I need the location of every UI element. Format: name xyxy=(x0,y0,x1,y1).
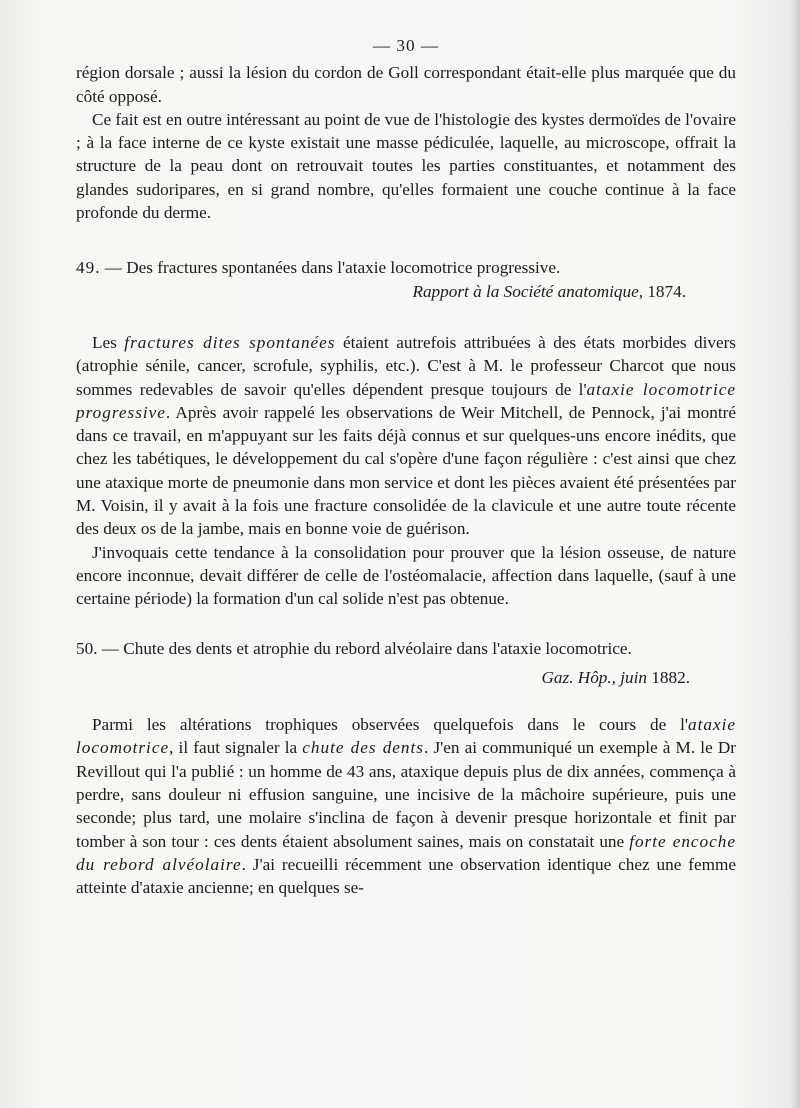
entry-50-source-journal: Gaz. Hôp., juin xyxy=(541,667,648,687)
entry-50-source xyxy=(76,666,736,689)
entry-49-p1-text-c: . Après avoir rappelé les observations de Weir Mitchell, de Pennock, j'ai montré dans ce travail, en m'appuyant sur les faits déjà connus et sur quelques-uns encore inédits, que chez les tabétiques, le développement du cal s'opère d'une façon régulière : c'est ainsi que chez une ataxique morte de pneumonie dans mon service et dont les pièces avaient été présentées par M. Voisin, il y avait à la fois une fracture consolidée de la clavicule et une autre toute récente des deux os de la jambe, mais en bonne voie de guérison. xyxy=(76,402,736,539)
entry-49-title xyxy=(76,256,736,279)
document-body xyxy=(76,34,736,900)
paragraph-continuation: région dorsale ; aussi la lésion du cordon de Goll correspondant était-elle plus marquée que du côté opposé. xyxy=(76,63,736,106)
paragraph-histology: Ce fait est en outre intéressant au point de vue de l'histologie des kystes dermoïdes de l'ovaire ; à la face interne de ce kyste existait une masse pédiculée, laquelle, au microscope, offrait la structure de la peau dont on retrouvait toutes les parties constituantes, et notamment des glandes sudoripares, en si grand nombre, qu'elles formaient une couche continue à la face profonde du derme. xyxy=(76,109,736,223)
entry-50-paragraph-1 xyxy=(76,713,736,899)
entry-49-p1-emphasis-1: fractures dites spontanées xyxy=(124,332,336,352)
entry-49-p1-text-b: étaient autrefois attribuées à des états morbides divers (atrophie sénile, cancer, scrofule, syphilis, etc.). C'est à M. le professeur Charcot que nous sommes redevables de savoir qu'elles dépendent presque toujours de l' xyxy=(76,332,736,399)
entry-50-heading: — Chute des dents et atrophie du rebord alvéolaire dans l'ataxie locomotrice. xyxy=(97,638,632,658)
entry-50-p1-text-d: . J'ai recueilli récemment une observation identique chez une femme atteinte d'ataxie ancienne; en quelques se- xyxy=(76,854,736,898)
entry-49-number: 49. xyxy=(76,258,101,278)
entry-50-p1-emphasis-3: forte encoche du rebord alvéolaire xyxy=(76,831,736,874)
entry-49-source-journal: Rapport à la Société anatomique xyxy=(412,281,639,301)
page-edge-shadow xyxy=(790,0,800,1108)
entry-50-number: 50. xyxy=(76,638,98,658)
entry-49-source xyxy=(76,280,736,303)
entry-50-p1-emphasis-2: chute des dents xyxy=(302,738,424,758)
entry-50-p1-text-c: . J'en ai communiqué un exemple à M. le Dr Revillout qui l'a publié : un homme de 43 ans, ataxique depuis plus de dix années, commença à perdre, sans douleur ni effusion sanguine, une incisive de la mâchoire supérieure, puis une seconde; plus tard, une molaire s'inclina de façon à devenir presque horizontale et finit par tomber à son tour : ces dents étaient absolument saines, mais on constatait une xyxy=(76,738,736,851)
entry-49-paragraph-2: J'invoquais cette tendance à la consolidation pour prouver que la lésion osseuse, de nature encore inconnue, devait différer de celle de l'ostéomalacie, affection dans laquelle, (sauf à une certaine période) la formation d'un cal solide n'est pas obtenue. xyxy=(76,542,736,609)
entry-49-heading: — Des fractures spontanées dans l'ataxie locomotrice progressive. xyxy=(100,258,561,278)
entry-50-title xyxy=(76,637,736,660)
page-number: — 30 — xyxy=(372,36,440,55)
entry-49-paragraph-1 xyxy=(76,331,736,541)
entry-50-p1-text-b: , il faut signaler la xyxy=(169,738,303,758)
entry-50-p1-text-a: Parmi les altérations trophiques observées quelquefois dans le cours de l' xyxy=(92,715,688,735)
entry-50-p1-emphasis-1: ataxie locomotrice xyxy=(76,715,736,758)
entry-49-p1-text-a: Les xyxy=(92,332,125,352)
entry-49-p1-emphasis-2: ataxie locomotrice progressive xyxy=(76,379,736,422)
entry-50-source-year: 1882. xyxy=(647,667,690,687)
entry-49-source-year: , 1874. xyxy=(638,281,686,301)
